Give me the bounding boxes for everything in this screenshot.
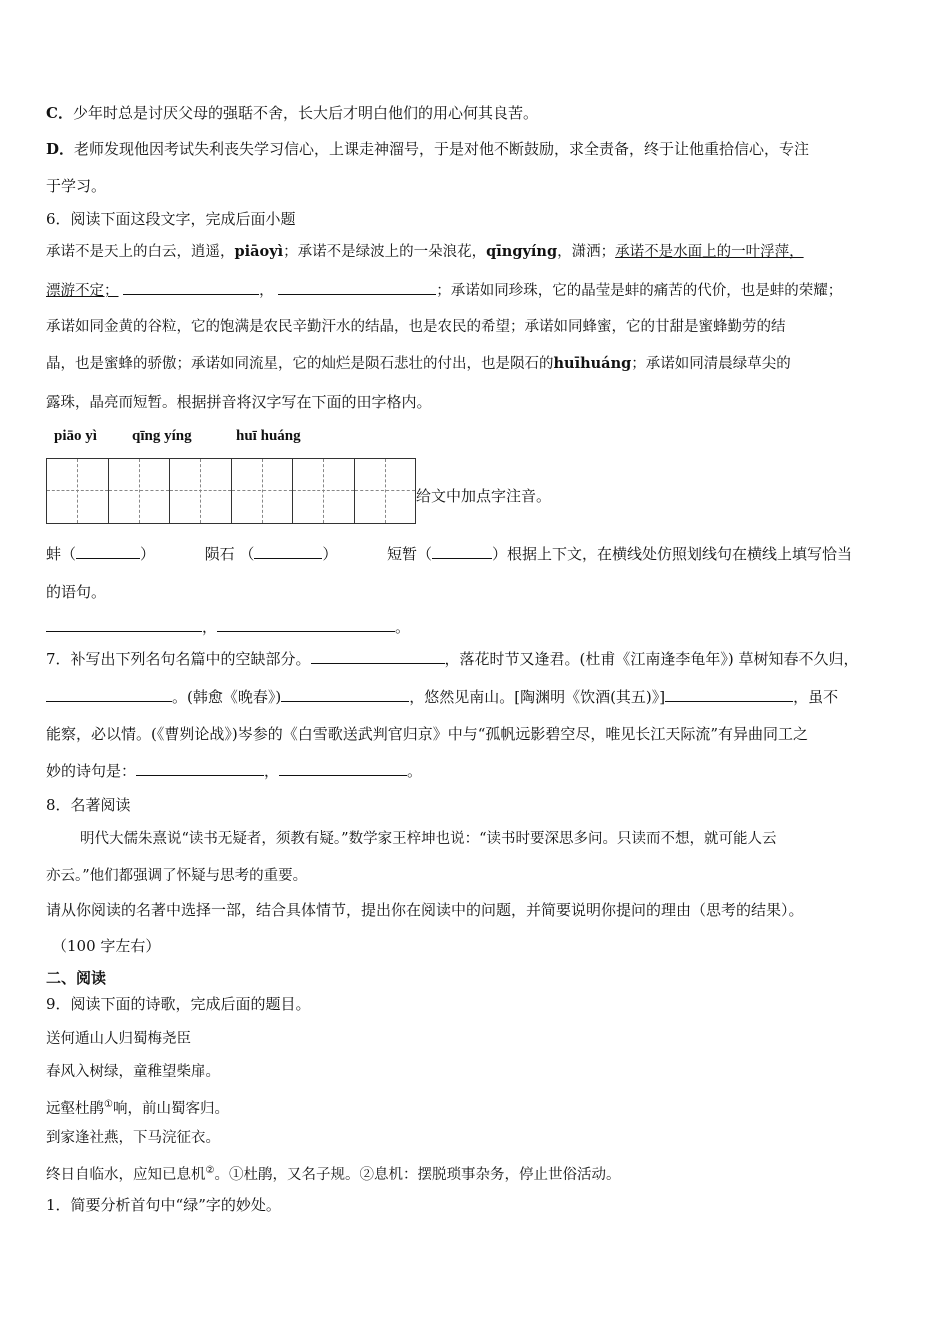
annotation-blank-3[interactable]: [432, 544, 492, 559]
grid-cell[interactable]: [232, 459, 294, 523]
pinyin-label: qīng yíng: [132, 428, 192, 444]
q6-paragraph-line5: 露珠，晶亮而短暂。根据拼音将汉字写在下面的田字格内。: [46, 393, 432, 411]
q6-paragraph-line2: 漂游不定； ， ；承诺如同珍珠，它的晶莹是蚌的痛苦的代价，也是蚌的荣耀；: [46, 280, 842, 301]
q7-line3: 能察，必以情。(《曹刿论战》)岑参的《白雪歌送武判官归京》中与“孤帆远影碧空尽，唯见长江天际流”有异曲同工之: [46, 725, 809, 743]
annotation-row: 蚌（ ） 陨石 （ ） 短暂（ ）根据上下文，在横线处仿照划线句在横线上填写恰当: [46, 545, 852, 563]
q7-blank-2[interactable]: [46, 687, 172, 702]
q7-line2: 。(韩愈《晚春》) ，悠然见南山。[陶渊明《饮酒(其五)》] ，虽不: [46, 687, 838, 707]
section-heading: 二、阅读: [46, 969, 107, 987]
annotate-instruction: 给文中加点字注音。: [416, 487, 552, 505]
q5-option-d-cont: 于学习。: [46, 177, 107, 195]
poem-line-with-notes: 终日自临水，应知已息机②。①杜鹃，又名子规。②息机：摆脱琐事杂务，停止世俗活动。: [46, 1165, 621, 1183]
q7-blank-4[interactable]: [665, 687, 793, 702]
q6-title: 6．阅读下面这段文字，完成后面小题: [46, 210, 296, 228]
q5-option-c: C．少年时总是讨厌父母的强聒不舍，长大后才明白他们的用心何其良苦。: [46, 104, 538, 122]
q7-line4: 妙的诗句是： ， 。: [46, 762, 423, 780]
fill-blank-1[interactable]: [123, 280, 259, 295]
pinyin-label: huī huáng: [236, 428, 301, 444]
instruction-cont: 的语句。: [46, 583, 107, 601]
grid-cell[interactable]: [47, 459, 109, 523]
q6-paragraph-line3: 承诺如同金黄的谷粒，它的饱满是农民辛勤汗水的结晶，也是农民的希望；承诺如同蜂蜜，它的甘甜是蜜蜂勤劳的结: [46, 319, 786, 335]
q6-paragraph-line4: 晶，也是蜜蜂的骄傲；承诺如同流星，它的灿烂是陨石悲壮的付出，也是陨石的huīhuáng；承诺如同清晨绿草尖的: [46, 355, 791, 372]
tianzige-grid[interactable]: [46, 458, 416, 524]
grid-cell[interactable]: [109, 459, 171, 523]
poem-line: 到家逢社燕，下马浣征衣。: [46, 1130, 220, 1146]
poem-line: 远壑杜鹃①响，前山蜀客归。: [46, 1099, 229, 1117]
imitation-blank-2[interactable]: [217, 617, 395, 632]
poem-title: 送何遁山人归蜀梅尧臣: [46, 1031, 191, 1047]
q8-word-limit: （100 字左右）: [52, 937, 161, 955]
grid-cell[interactable]: [170, 459, 232, 523]
imitation-blank-1[interactable]: [46, 617, 202, 632]
q8-title: 8．名著阅读: [46, 796, 131, 814]
imitation-answer-row: ， 。: [46, 617, 410, 637]
q9-title: 9．阅读下面的诗歌，完成后面的题目。: [46, 995, 311, 1013]
annotation-blank-2[interactable]: [254, 544, 322, 559]
q7-blank-5[interactable]: [136, 761, 264, 776]
grid-cell[interactable]: [293, 459, 355, 523]
fill-blank-2[interactable]: [278, 280, 436, 295]
annotation-blank-1[interactable]: [76, 544, 140, 559]
model-sentence: 承诺不是水面上的一叶浮萍，: [615, 244, 804, 260]
q8-prompt: 请从你阅读的名著中选择一部，结合具体情节，提出你在阅读中的问题，并简要说明你提问的理由（思考的结果）。: [46, 901, 804, 919]
q8-paragraph-line2: 亦云。”他们都强调了怀疑与思考的重要。: [46, 868, 308, 884]
q8-paragraph-line1: 明代大儒朱熹说“读书无疑者，须教有疑。”数学家王梓坤也说：“读书时要深思多问。只读而不想，就可能人云: [80, 831, 777, 847]
q6-paragraph-line1: 承诺不是天上的白云，逍遥，piāoyì；承诺不是绿波上的一朵浪花，qīngyíng，潇洒；承诺不是水面上的一叶浮萍，: [46, 243, 804, 260]
q7-line1: 7．补写出下列名句名篇中的空缺部分。 ，落花时节又逢君。(杜甫《江南逢李龟年》) 草树知春不久归，: [46, 650, 859, 668]
pinyin-label: piāo yì: [54, 428, 97, 444]
pinyin-labels: [54, 428, 301, 445]
grid-cell[interactable]: [355, 459, 416, 523]
q9-subquestion-1: 1．简要分析首句中“绿”字的妙处。: [46, 1196, 281, 1214]
q7-blank-6[interactable]: [279, 761, 407, 776]
q7-blank-3[interactable]: [281, 687, 409, 702]
q7-blank-1[interactable]: [311, 649, 445, 664]
poem-line: 春风入树绿，童稚望柴扉。: [46, 1064, 220, 1080]
q5-option-d: D．老师发现他因考试失利丧失学习信心，上课走神溜号，于是对他不断鼓励，求全责备，终于让他重拾信心，专注: [46, 140, 810, 158]
